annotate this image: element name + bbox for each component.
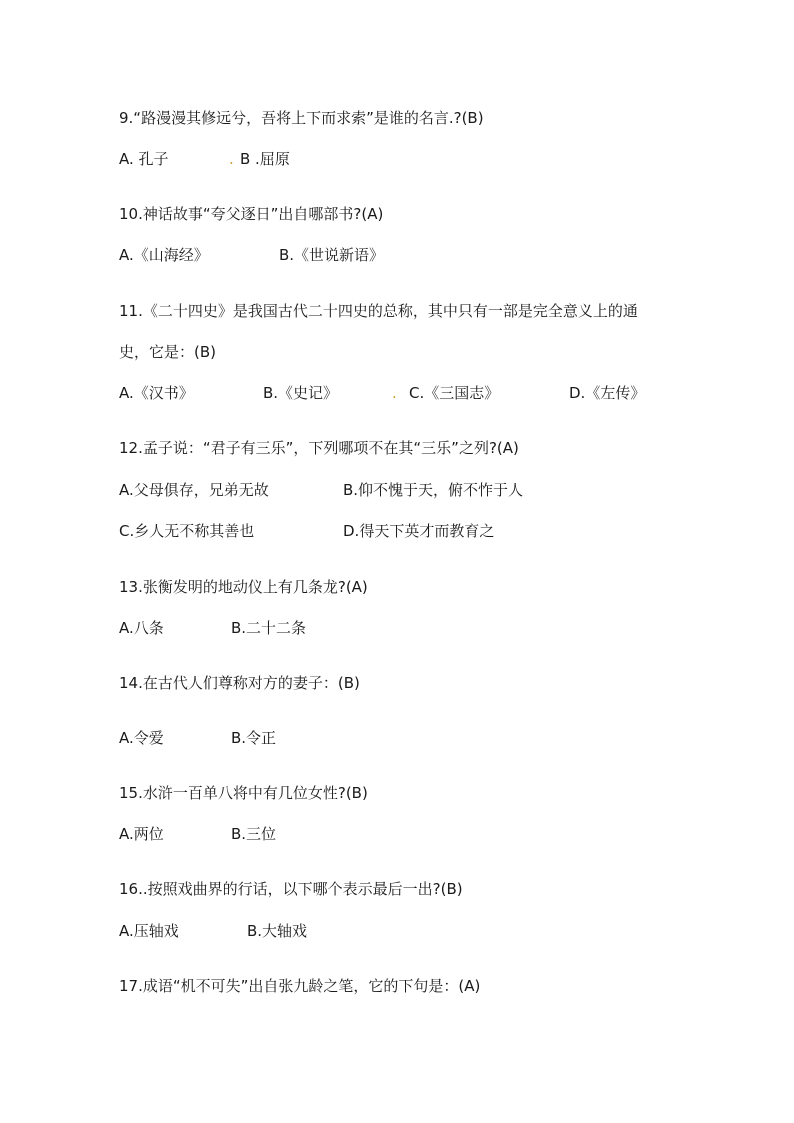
q15-option-a: A.两位	[119, 825, 164, 843]
question-11-line-1: 11.《二十四史》是我国古代二十四史的总称，其中只有一部是完全意义上的通	[119, 302, 638, 320]
q12-option-b: B.仰不愧于天，俯不怍于人	[343, 481, 524, 499]
q11-option-b: B.《史记》	[263, 384, 339, 402]
question-12: 12.孟子说：“君子有三乐”，下列哪项不在其“三乐”之列?(A)	[119, 439, 519, 457]
q14-option-b: B.令正	[231, 729, 277, 747]
question-16: 16..按照戏曲界的行话，以下哪个表示最后一出?(B)	[119, 880, 463, 898]
q10-option-b: B.《世说新语》	[279, 246, 385, 264]
q10-option-a: A.《山海经》	[119, 246, 209, 264]
q15-option-b: B.三位	[231, 825, 277, 843]
q13-option-a: A.八条	[119, 619, 164, 637]
question-14: 14.在古代人们尊称对方的妻子：(B)	[119, 674, 360, 692]
stray-dot: .	[392, 384, 397, 402]
q14-option-a: A.令爱	[119, 729, 164, 747]
q16-option-b: B.大轴戏	[247, 922, 308, 940]
stray-dot: .	[229, 150, 234, 168]
q11-option-d: D.《左传》	[569, 384, 646, 402]
q9-option-a: A. 孔子	[119, 150, 169, 168]
q12-option-a: A.父母俱存，兄弟无故	[119, 481, 269, 499]
question-15: 15.水浒一百单八将中有几位女性?(B)	[119, 784, 368, 802]
question-17: 17.成语“机不可失”出自张九龄之笔，它的下句是：(A)	[119, 977, 481, 995]
question-13: 13.张衡发明的地动仪上有几条龙?(A)	[119, 578, 368, 596]
question-10: 10.神话故事“夸父逐日”出自哪部书?(A)	[119, 205, 384, 223]
question-11-line-2: 史，它是：(B)	[119, 343, 216, 361]
q12-option-d: D.得天下英才而教育之	[343, 522, 495, 540]
q12-option-c: C.乡人无不称其善也	[119, 522, 255, 540]
q11-option-c: C.《三国志》	[409, 384, 500, 402]
q13-option-b: B.二十二条	[231, 619, 307, 637]
q16-option-a: A.压轴戏	[119, 922, 179, 940]
q11-option-a: A.《汉书》	[119, 384, 194, 402]
q9-option-b: B .屈原	[240, 150, 290, 168]
question-9: 9.“路漫漫其修远兮，吾将上下而求索”是谁的名言.?(B)	[119, 109, 484, 127]
